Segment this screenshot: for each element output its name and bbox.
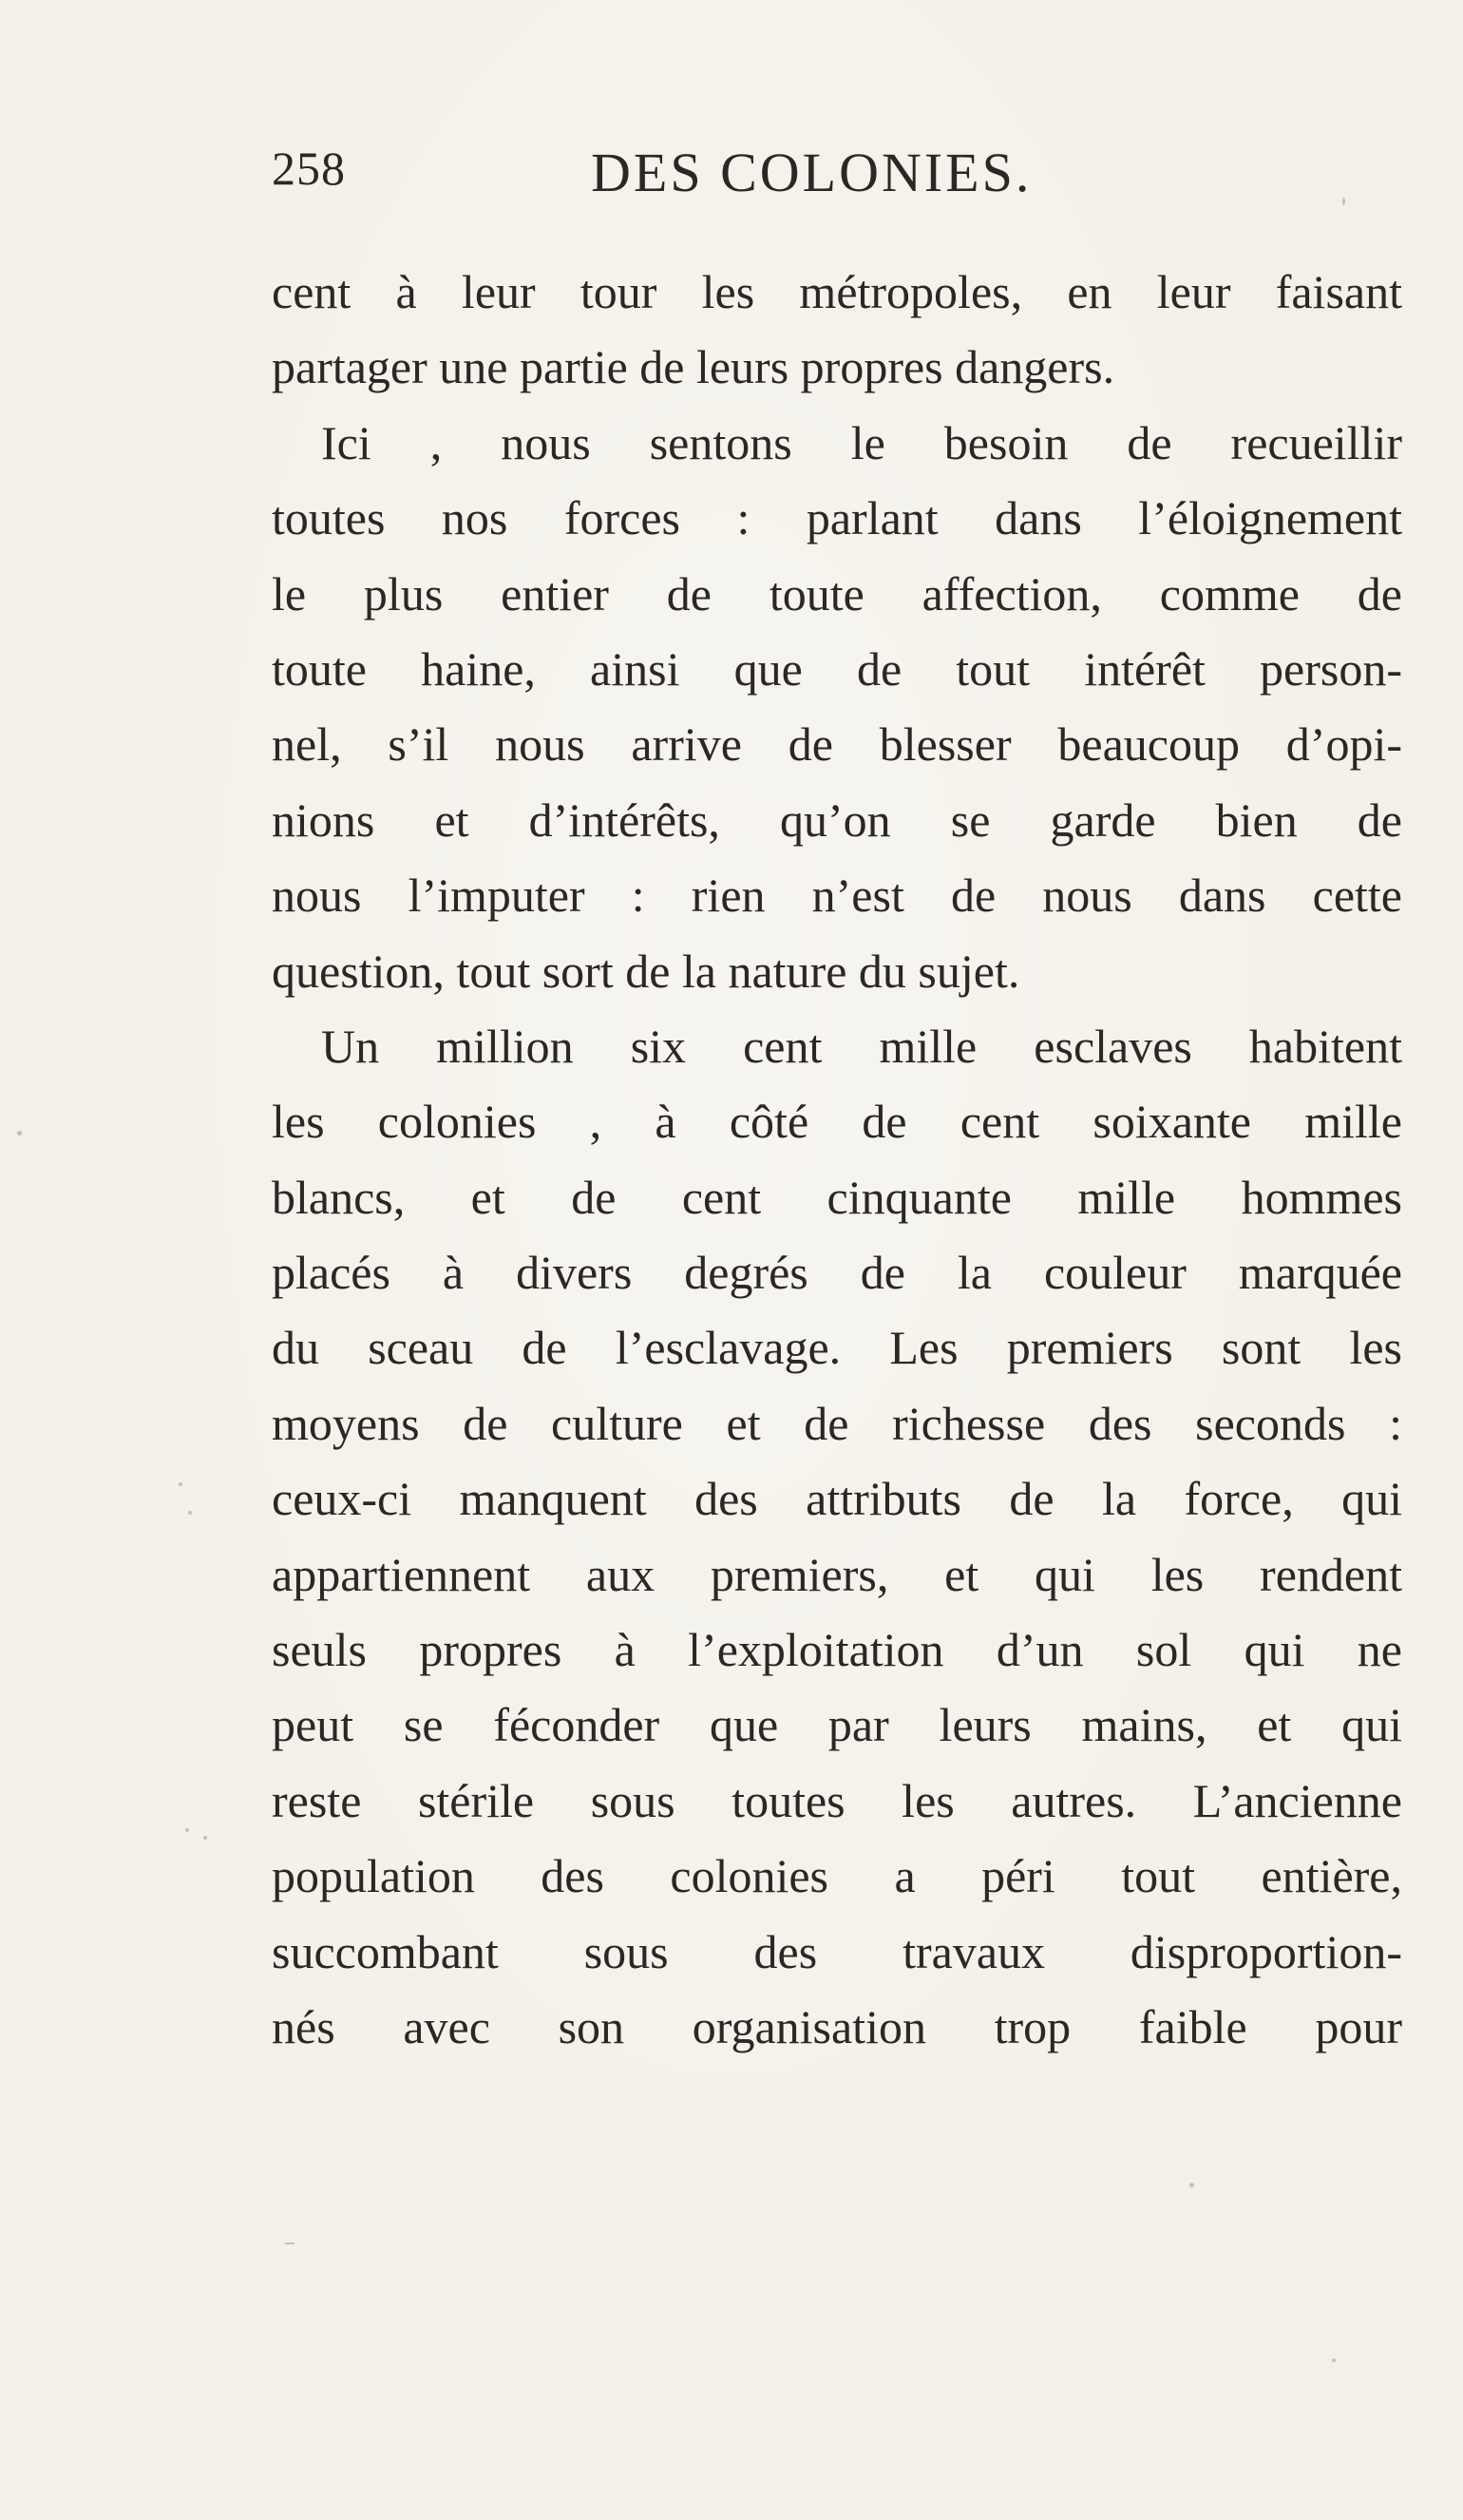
text-line: blancs, et de cent cinquante mille hommes [272,1170,1402,1224]
text-line: population des colonies a péri tout entière, [272,1849,1402,1903]
text-line: les colonies , à côté de cent soixante mille [272,1095,1402,1149]
text-line: appartiennent aux premiers, et qui les rendent [272,1547,1402,1601]
text-line: reste stérile sous toutes les autres. L’ancienne [272,1773,1402,1827]
running-head [272,141,1222,207]
running-title: DES COLONIES. [591,142,1033,203]
page-number: 258 [272,142,346,195]
text-line: cent à leur tour les métropoles, en leur faisant [272,265,1402,318]
text-line: Ici , nous sentons le besoin de recueillir [321,415,1402,469]
text-line: toute haine, ainsi que de tout intérêt person- [272,641,1402,696]
text-line: le plus entier de toute affection, comme de [272,566,1402,620]
text-line: du sceau de l’esclavage. Les premiers sont les [272,1321,1402,1375]
text-line: nous l’imputer : rien n’est de nous dans cette [272,869,1402,923]
text-line: placés à divers degrés de la couleur marquée [272,1246,1402,1300]
body-text [272,255,1402,2065]
text-line: moyens de culture et de richesse des seconds : [272,1396,1402,1450]
text-line: nions et d’intérêts, qu’on se garde bien de [272,792,1402,847]
text-line: peut se féconder que par leurs mains, et qui [272,1698,1402,1752]
text-line: partager une partie de leurs propres dangers. [272,340,1115,394]
text-line: question, tout sort de la nature du sujet. [272,944,1020,998]
text-line: nés avec son organisation trop faible pour [272,1999,1402,2053]
text-line: succombant sous des travaux disproportion- [272,1924,1402,1978]
text-line: seuls propres à l’exploitation d’un sol qui ne [272,1623,1402,1677]
text-line: nel, s’il nous arrive de blesser beaucoup d’opi- [272,717,1402,772]
text-line: Un million six cent mille esclaves habitent [321,1019,1402,1073]
text-line: ceux-ci manquent des attributs de la force, qui [272,1472,1402,1526]
text-line: toutes nos forces : parlant dans l’éloignement [272,491,1402,545]
